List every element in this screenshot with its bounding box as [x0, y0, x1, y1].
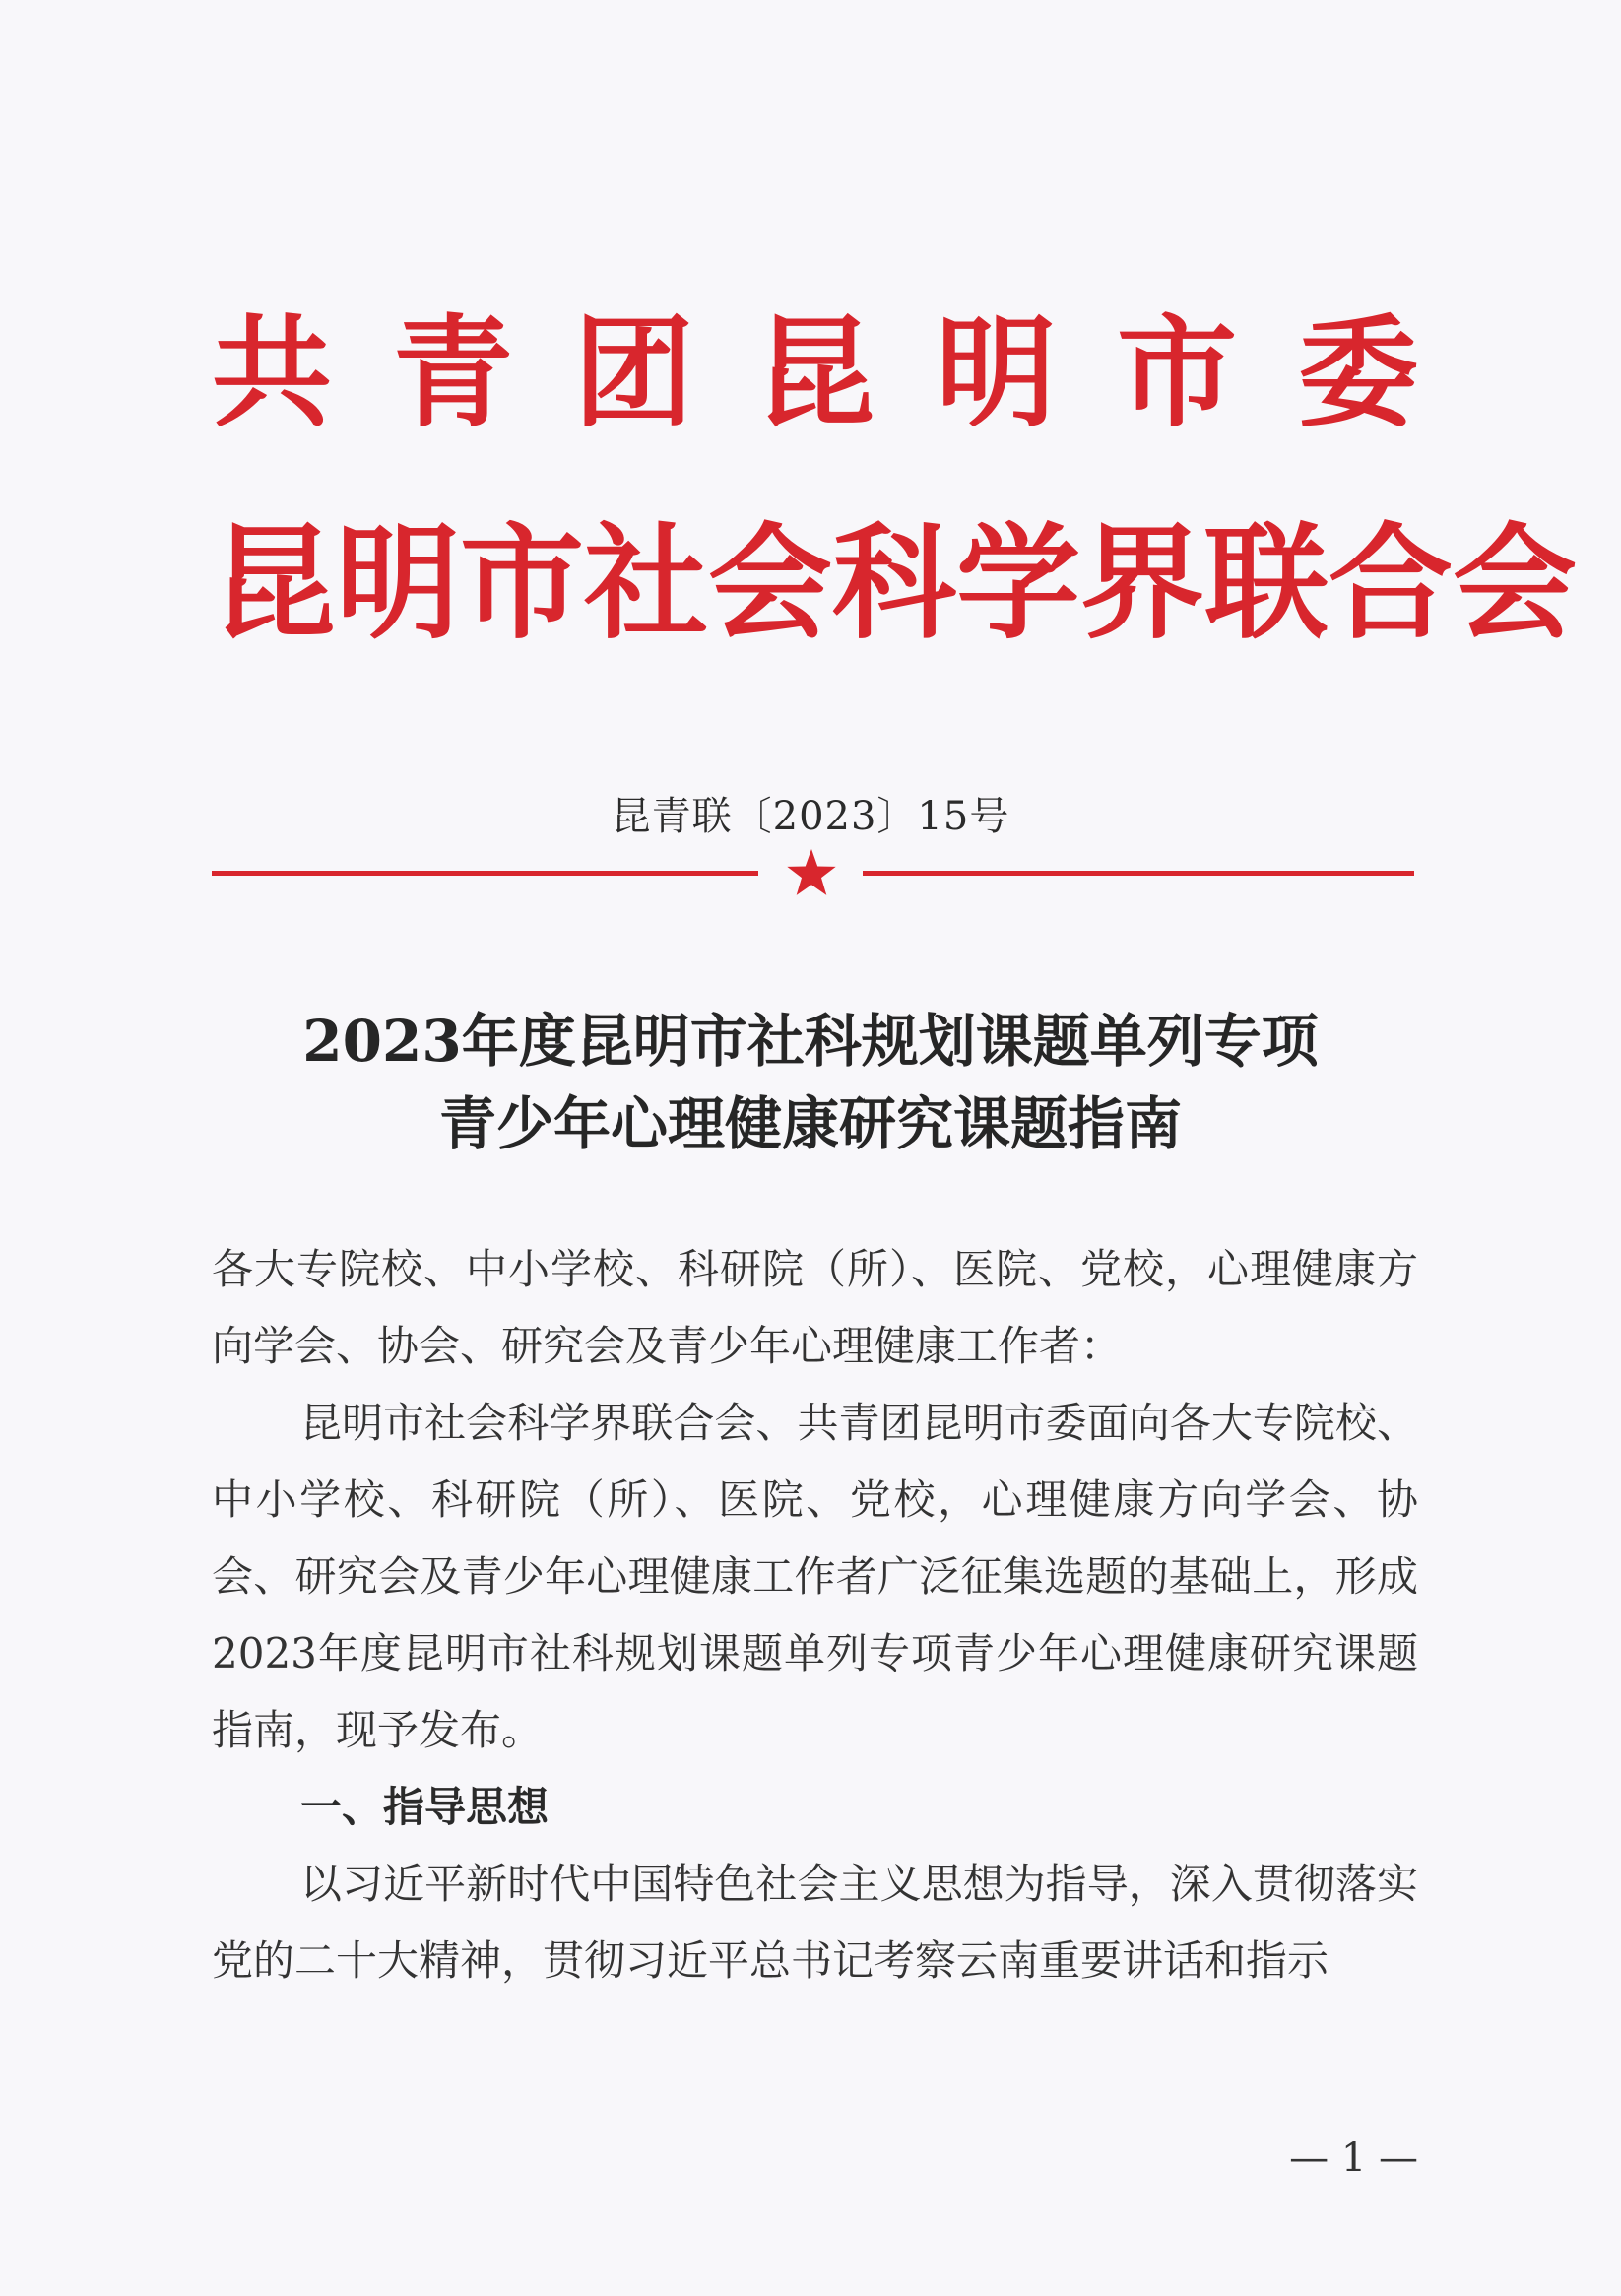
- header-rule-right: [863, 871, 1414, 876]
- intro-paragraph: [212, 1385, 1418, 1769]
- intro-text: 昆明市社会科学界联合会、共青团昆明市委面向各大专院校、中小学校、科研院（所）、医院、党校，心理健康方向学会、协会、研究会及青少年心理健康工作者广泛征集选题的基础上，形成2023年度昆明市社科规划课题单列专项青少年心理健康研究课题指南，现予发布。: [212, 1399, 1418, 1754]
- section1-paragraph: [212, 1846, 1418, 2000]
- salutation-paragraph: [212, 1231, 1418, 1385]
- section1-text: 以习近平新时代中国特色社会主义思想为指导，深入贯彻落实党的二十大精神，贯彻习近平总书记考察云南重要讲话和指示: [212, 1860, 1418, 1985]
- salutation-text: 各大专院校、中小学校、科研院（所）、医院、党校，心理健康方向学会、协会、研究会及青少年心理健康工作者：: [212, 1245, 1418, 1370]
- red-star-icon: [786, 847, 837, 898]
- issuing-org-line-2: 昆明市社会科学界联合会: [212, 511, 1577, 656]
- issuing-org-line-1: 共青团昆明市委: [212, 303, 1418, 443]
- document-title-line-1: 2023年度昆明市社科规划课题单列专项: [302, 1008, 1319, 1075]
- document-title-line-2: 青少年心理健康研究课题指南: [438, 1090, 1182, 1157]
- header-rule-left: [212, 871, 758, 876]
- document-number: 昆青联〔2023〕15号: [611, 794, 1010, 839]
- section-heading-1: 一、指导思想: [300, 1783, 550, 1831]
- page-number: — 1 —: [1289, 2135, 1418, 2181]
